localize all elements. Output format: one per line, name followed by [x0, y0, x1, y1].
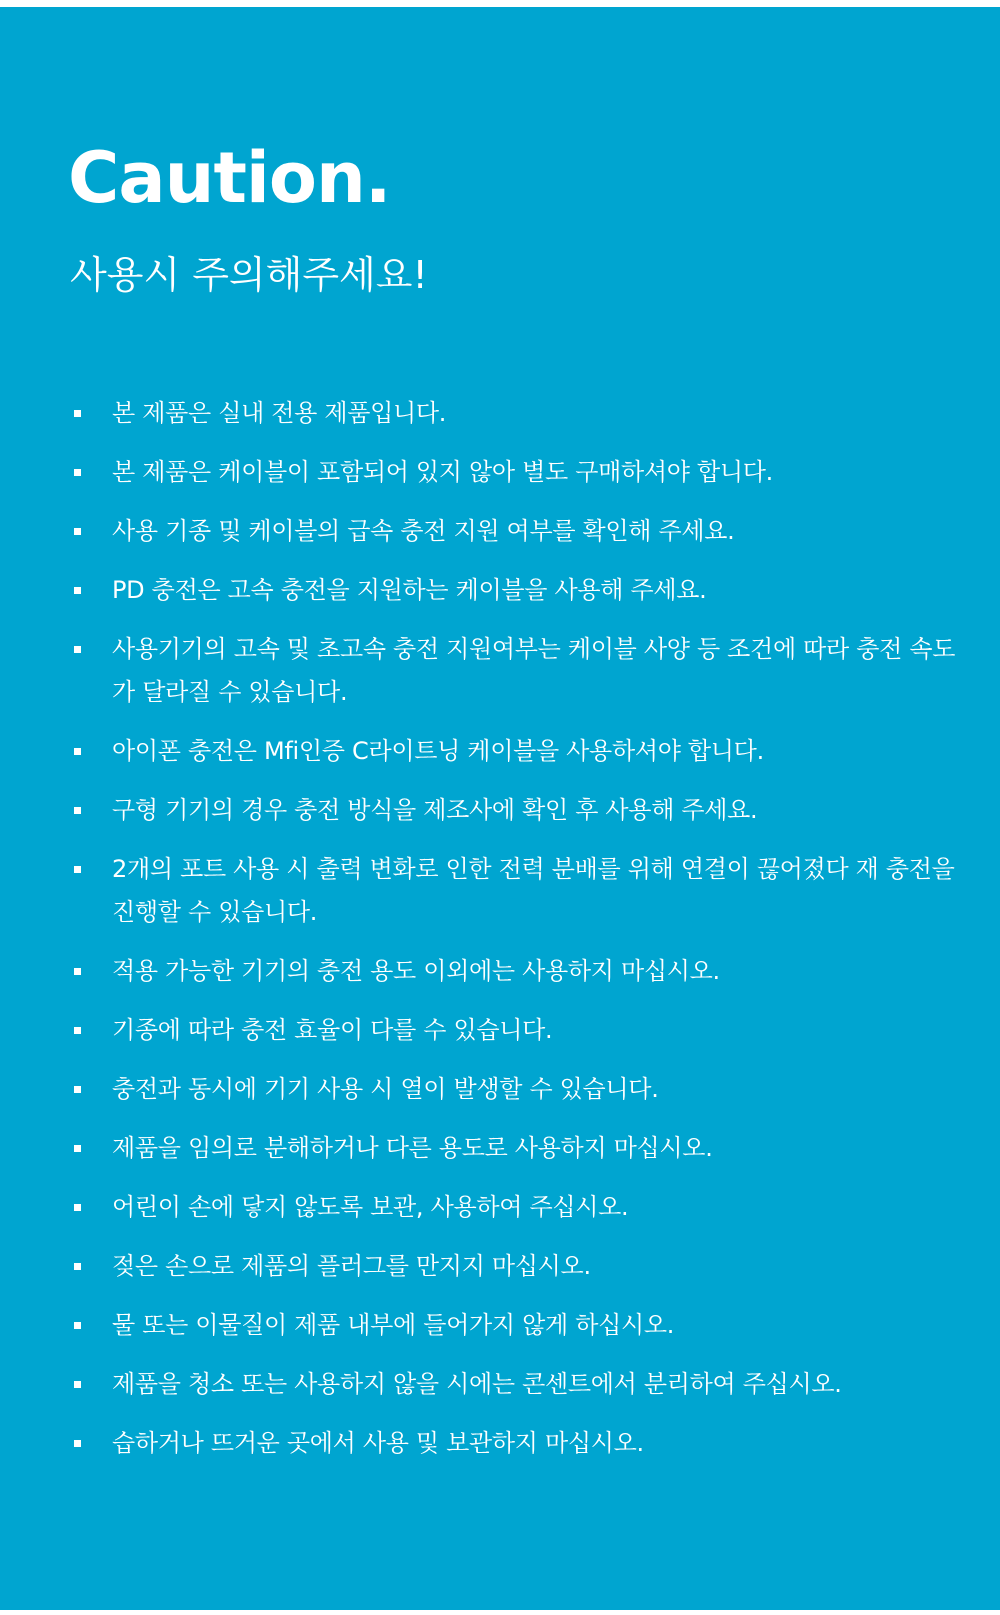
bullet-square-icon	[74, 469, 81, 476]
caution-item	[70, 510, 970, 553]
caution-text: 본 제품은 케이블이 포함되어 있지 않아 별도 구매하셔야 합니다.	[112, 458, 773, 486]
caution-item	[70, 392, 970, 435]
caution-text: 구형 기기의 경우 충전 방식을 제조사에 확인 후 사용해 주세요.	[112, 796, 758, 824]
caution-item	[70, 1422, 970, 1465]
caution-item	[70, 1127, 970, 1170]
bullet-square-icon	[74, 866, 81, 873]
caution-text: 적용 가능한 기기의 충전 용도 이외에는 사용하지 마십시오.	[112, 957, 720, 985]
caution-text: 사용 기종 및 케이블의 급속 충전 지원 여부를 확인해 주세요.	[112, 517, 735, 545]
caution-text: 제품을 임의로 분해하거나 다른 용도로 사용하지 마십시오.	[112, 1134, 713, 1162]
caution-text: 기종에 따라 충전 효율이 다를 수 있습니다.	[112, 1016, 553, 1044]
bullet-square-icon	[74, 807, 81, 814]
bullet-square-icon	[74, 1086, 81, 1093]
bullet-square-icon	[74, 1322, 81, 1329]
bullet-square-icon	[74, 587, 81, 594]
bullet-square-icon	[74, 1204, 81, 1211]
caution-item	[70, 848, 970, 934]
bullet-square-icon	[74, 748, 81, 755]
page-subtitle: 사용시 주의해주세요!	[70, 253, 428, 297]
caution-text: 물 또는 이물질이 제품 내부에 들어가지 않게 하십시오.	[112, 1311, 675, 1339]
caution-item	[70, 569, 970, 612]
bullet-square-icon	[74, 1440, 81, 1447]
caution-text: 습하거나 뜨거운 곳에서 사용 및 보관하지 마십시오.	[112, 1429, 644, 1457]
caution-panel	[0, 7, 1000, 1610]
caution-text: PD 충전은 고속 충전을 지원하는 케이블을 사용해 주세요.	[112, 576, 707, 604]
bullet-square-icon	[74, 1263, 81, 1270]
caution-item	[70, 1363, 970, 1406]
bullet-square-icon	[74, 410, 81, 417]
caution-text: 아이폰 충전은 Mfi인증 C라이트닝 케이블을 사용하셔야 합니다.	[112, 737, 764, 765]
caution-item	[70, 950, 970, 993]
caution-item	[70, 451, 970, 494]
bullet-square-icon	[74, 1145, 81, 1152]
caution-text: 본 제품은 실내 전용 제품입니다.	[112, 399, 447, 427]
caution-text: 제품을 청소 또는 사용하지 않을 시에는 콘센트에서 분리하여 주십시오.	[112, 1370, 842, 1398]
caution-text: 충전과 동시에 기기 사용 시 열이 발생할 수 있습니다.	[112, 1075, 659, 1103]
caution-item	[70, 1304, 970, 1347]
bullet-square-icon	[74, 528, 81, 535]
bullet-square-icon	[74, 646, 81, 653]
caution-item	[70, 628, 970, 714]
bullet-square-icon	[74, 1027, 81, 1034]
bullet-square-icon	[74, 1381, 81, 1388]
caution-list	[70, 392, 970, 1481]
caution-item	[70, 1009, 970, 1052]
caution-text: 젖은 손으로 제품의 플러그를 만지지 마십시오.	[112, 1252, 591, 1280]
caution-item	[70, 730, 970, 773]
caution-item	[70, 1186, 970, 1229]
caution-text: 2개의 포트 사용 시 출력 변화로 인한 전력 분배를 위해 연결이 끊어졌다 재 충전을 진행할 수 있습니다.	[112, 855, 955, 926]
caution-item	[70, 1245, 970, 1288]
caution-item	[70, 789, 970, 832]
caution-item	[70, 1068, 970, 1111]
caution-text: 어린이 손에 닿지 않도록 보관, 사용하여 주십시오.	[112, 1193, 629, 1221]
bullet-square-icon	[74, 968, 81, 975]
page-title: Caution.	[68, 137, 391, 219]
caution-text: 사용기기의 고속 및 초고속 충전 지원여부는 케이블 사양 등 조건에 따라 충전 속도가 달라질 수 있습니다.	[112, 635, 956, 706]
